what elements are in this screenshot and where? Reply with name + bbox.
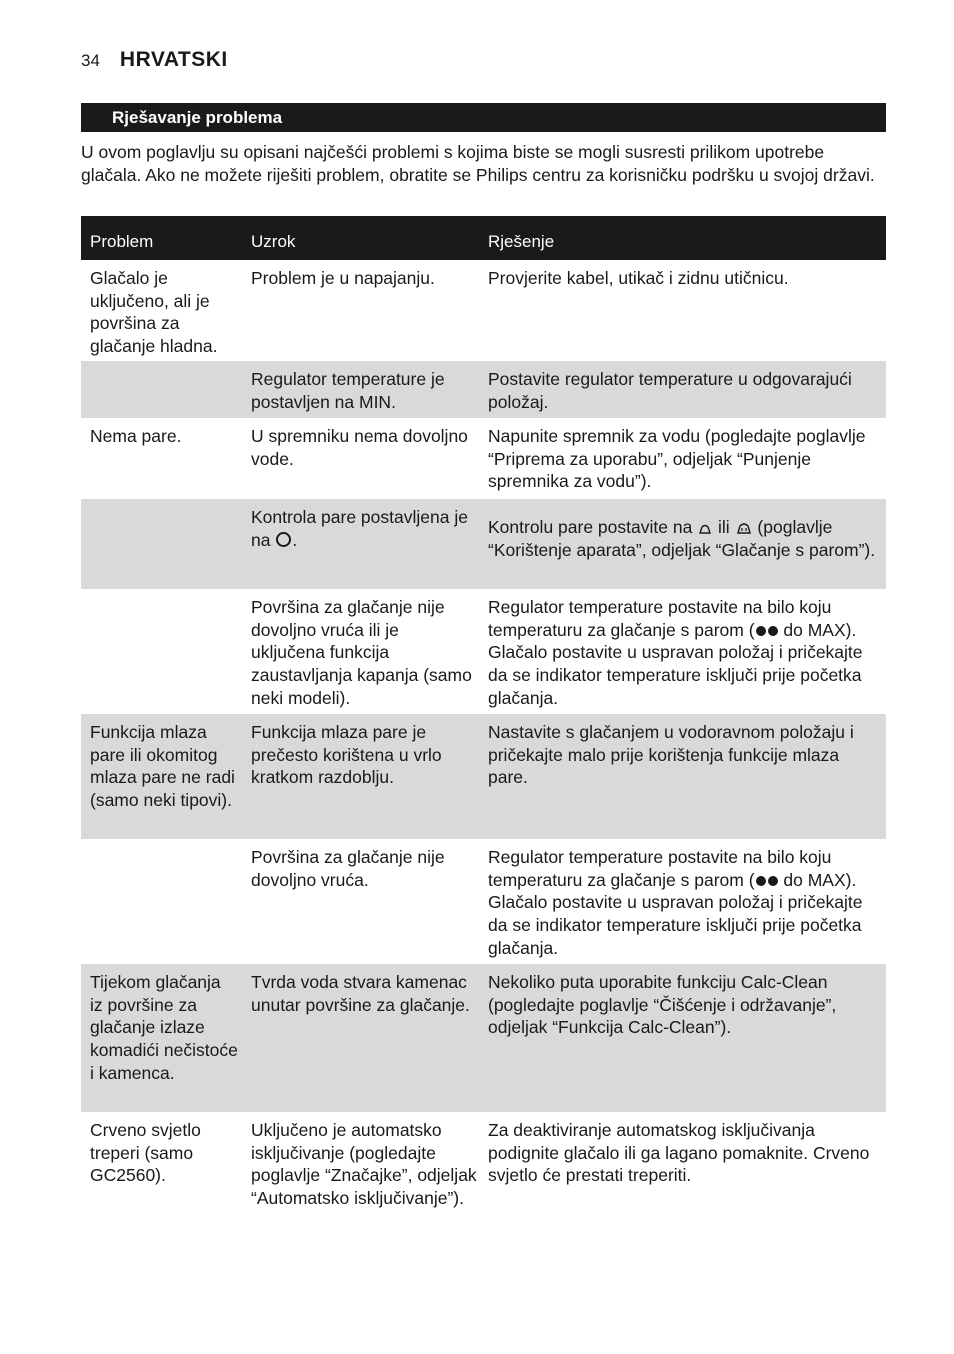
- cause-cell: Površina za glačanje nije dovoljno vruća.: [251, 847, 445, 890]
- cause-text: Kontrola pare postavljena je na: [251, 507, 468, 550]
- problem-cell: Crveno svjetlo treperi (samo GC2560).: [90, 1120, 201, 1186]
- cause-cell: Regulator temperature je postavljen na MIN.: [251, 369, 445, 412]
- table-header: [81, 216, 886, 260]
- temperature-dot-icon: [768, 876, 778, 886]
- problem-cell: Tijekom glačanja iz površine za glačanje izlaze komadići nečistoće i kamenca.: [90, 972, 238, 1083]
- cause-cell: U spremniku nema dovoljno vode.: [251, 426, 468, 469]
- solution-cell: [488, 596, 878, 710]
- page-header: [81, 48, 228, 72]
- solution-cell: [488, 516, 878, 561]
- language-heading: HRVATSKI: [119, 48, 228, 71]
- temperature-dot-icon: [756, 876, 766, 886]
- steam-off-icon: [276, 532, 291, 547]
- solution-text-end: (poglavlje “Korištenje aparata”, odjeljak “Glačanje s parom”).: [488, 517, 876, 560]
- solution-text-end: do MAX). Glačalo postavite u uspravan položaj i pričekajte da se indikator temperature isključi prije početka glačanja.: [488, 869, 863, 958]
- solution-cell: Nastavite s glačanjem u vodoravnom položaju i pričekajte malo prije korištenja funkcije mlaza pare.: [488, 722, 854, 788]
- cause-cell: [251, 506, 477, 551]
- table-row: [81, 260, 886, 361]
- cause-cell: Tvrda voda stvara kamenac unutar površine za glačanje.: [251, 972, 470, 1015]
- section-title-bar: [81, 103, 886, 132]
- table-row: [81, 418, 886, 499]
- steam-low-icon: [699, 523, 711, 535]
- solution-cell: Provjerite kabel, utikač i zidnu utičnicu.: [488, 268, 789, 288]
- cause-cell: Površina za glačanje nije dovoljno vruća ili je uključena funkcija zaustavljanja kapanja (samo neki modeli).: [251, 597, 472, 708]
- problem-cell: Nema pare.: [90, 426, 182, 446]
- table-row: [81, 361, 886, 418]
- steam-high-icon: [737, 521, 751, 535]
- solution-cell: Za deaktiviranje automatskog isključivanja podignite glačalo ili ga lagano pomaknite. Crveno svjetlo će prestati treperiti.: [488, 1120, 870, 1186]
- cause-cell: Uključeno je automatsko isključivanje (pogledajte poglavlje “Značajke”, odjeljak “Automatsko isključivanje”).: [251, 1120, 477, 1209]
- solution-cell: Nekoliko puta uporabite funkciju Calc-Clean (pogledajte poglavlje “Čišćenje i održavanje”, odjeljak “Funkcija Calc-Clean”).: [488, 972, 837, 1038]
- cause-cell: Funkcija mlaza pare je prečesto korištena u vrlo kratkom razdoblju.: [251, 722, 442, 788]
- column-header-solution: Rješenje: [488, 232, 555, 251]
- solution-text: Kontrolu pare postavite na: [488, 517, 698, 537]
- cause-cell: Problem je u napajanju.: [251, 268, 435, 288]
- solution-cell: Napunite spremnik za vodu (pogledajte poglavlje “Priprema za uporabu”, odjeljak “Punjenje spremnika za vodu”).: [488, 426, 866, 492]
- troubleshooting-table: [81, 216, 886, 1242]
- table-row: [81, 1112, 886, 1242]
- solution-text-or: ili: [713, 517, 735, 537]
- temperature-dot-icon: [768, 626, 778, 636]
- table-row: [81, 839, 886, 964]
- page-number: 34: [81, 51, 100, 70]
- column-header-problem: Problem: [90, 232, 154, 251]
- table-row: [81, 964, 886, 1112]
- solution-cell: Postavite regulator temperature u odgovarajući položaj.: [488, 369, 852, 412]
- section-title: Rješavanje problema: [112, 108, 283, 127]
- intro-paragraph: U ovom poglavlju su opisani najčešći problemi s kojima biste se mogli susresti prilikom upotrebe glačala. Ako ne možete riješiti problem, obratite se Philips centru za korisničku podršku u svojoj državi.: [81, 142, 875, 185]
- table-row: [81, 499, 886, 589]
- temperature-dot-icon: [756, 626, 766, 636]
- table-row: [81, 589, 886, 714]
- problem-cell: Funkcija mlaza pare ili okomitog mlaza pare ne radi (samo neki tipovi).: [90, 722, 235, 811]
- solution-cell: [488, 846, 878, 960]
- table-row: [81, 714, 886, 839]
- solution-text-end: do MAX). Glačalo postavite u uspravan položaj i pričekajte da se indikator temperature isključi prije početka glačanja.: [488, 619, 863, 708]
- problem-cell: Glačalo je uključeno, ali je površina za glačanje hladna.: [90, 268, 218, 357]
- solution-text: Regulator temperature postavite na bilo koju temperaturu za glačanje s parom (: [488, 597, 832, 640]
- solution-text: Regulator temperature postavite na bilo koju temperaturu za glačanje s parom (: [488, 847, 832, 890]
- column-header-cause: Uzrok: [251, 232, 296, 251]
- cause-text-end: .: [292, 529, 298, 550]
